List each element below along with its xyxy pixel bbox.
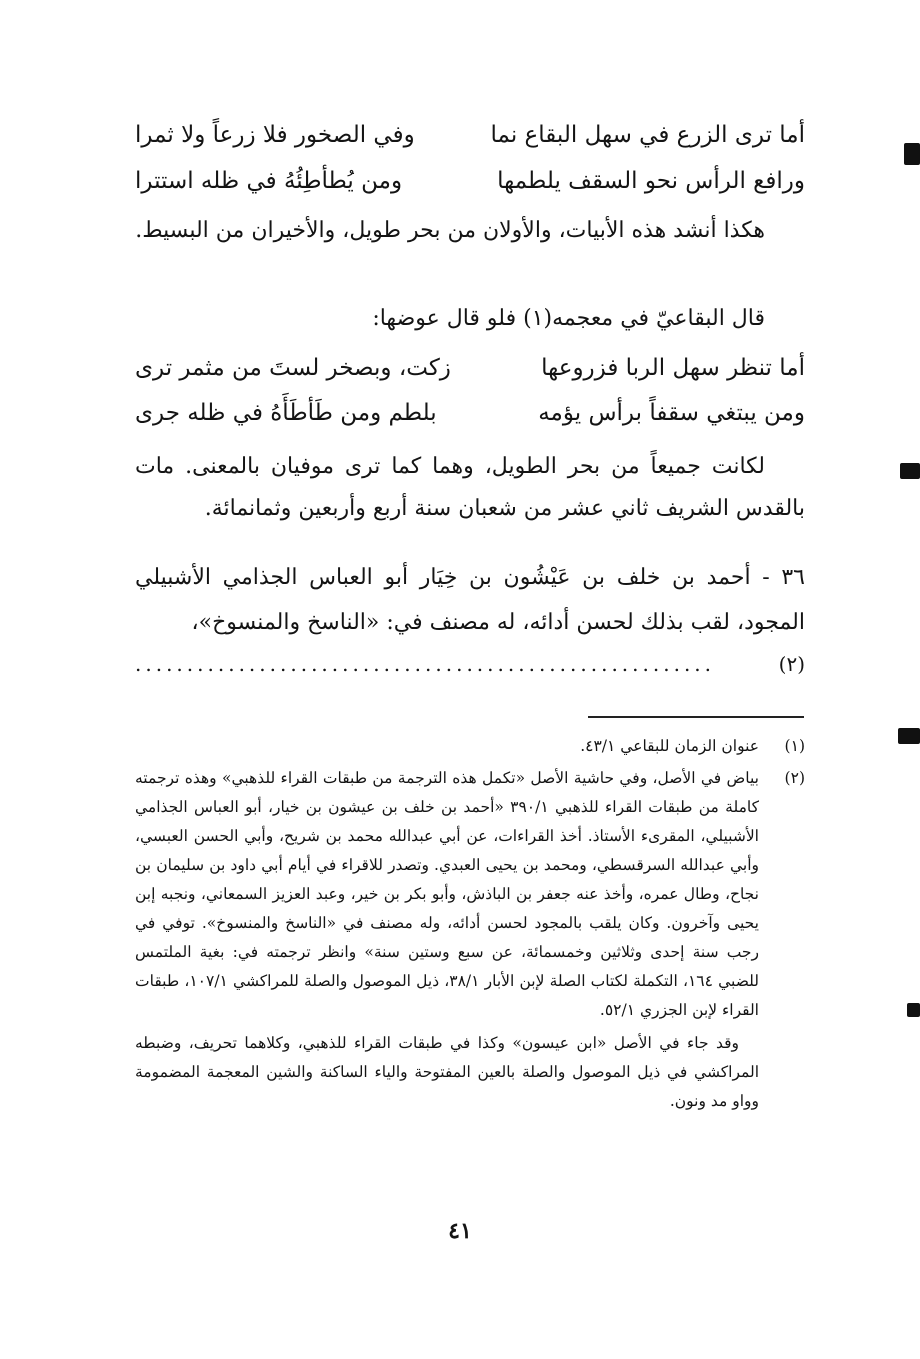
footnote-2 <box>135 764 805 1116</box>
verse-hemistich-first: ورافع الرأس نحو السقف يلطمها <box>497 168 805 194</box>
footnote-text: بياض في الأصل، وفي حاشية الأصل «تكمل هذه الترجمة من طبقات القراء للذهبي» وهذه ترجمته كاملة من طبقات القراء للذهبي ٣٩٠/١ «أحمد بن خلف بن عيشون بن خيار، أبو العباس الجذامي الأشبيلي، المقرىء الأستاذ. أخذ القراءات، عن أبي عبدالله محمد بن شريح، وأبي الحسن العبسي، وأبي عبدالله السرقسطي، ومحمد بن يحيى العبدي. وتصدر للاقراء في أيام أبي داود بن سليمان بن نجاح، وطال عمره، وأخذ عنه جعفر بن الباذش، وأبو بكر بن خير، وعبد العزيز السمعاني، ونجبه إبن يحيى وآخرون. وكان يلقب بالمجود لحسن أدائه، وله مصنف في «الناسخ والمنسوخ». توفي في رجب سنة إحدى وثلاثين وخمسمائة، عن سبع وستين سنة» وانظر ترجمته في: بغية الملتمس للضبي ١٦٤، التكملة لكتاب الصلة لإبن الأبار ٣٨/١، ذيل الموصول والصلة للمراكشي ١٠٧/١، طبقات القراء لإبن الجزري ٥٢/١. <box>135 769 759 1019</box>
verse-line <box>135 355 805 395</box>
verse-line <box>135 168 805 208</box>
entry-blank-line <box>135 652 805 682</box>
footnote-1 <box>135 732 805 761</box>
verse-hemistich-second: زكت، وبصخر لستَ من مثمر ترى <box>135 355 451 381</box>
footnote-body <box>135 732 759 761</box>
scan-edge-mark <box>900 463 920 479</box>
verse-hemistich-second: ومن يُطأطِئُهُ في ظله استترا <box>135 168 403 194</box>
verse-hemistich-first: ومن يبتغي سقفاً برأس يؤمه <box>538 400 805 426</box>
ellipsis-dots: ........................................................ <box>135 652 716 676</box>
footnote-text: وقد جاء في الأصل «ابن عيسون» وكذا في طبقات القراء للذهبي، وكلاهما تحريف، وضبطه المراكشي في ذيل الموصول والصلة بالعين المفتوحة والياء الساكنة والشين المعجمة المضمومة وواو مد ونون. <box>135 1034 759 1110</box>
footnote-ref-2: (٢) <box>778 652 805 676</box>
footnote-separator <box>588 716 804 718</box>
footnote-text: عنوان الزمان للبقاعي ٤٣/١. <box>580 737 759 755</box>
biography-entry-36: ٣٦ - أحمد بن خلف بن عَيْشُون بن خِيَار أبو العباس الجذامي الأشبيلي المجود، لقب بذلك لحسن أدائه، له مصنف في: «الناسخ والمنسوخ»، <box>135 565 805 635</box>
paragraph-biqai-quote: قال البقاعيّ في معجمه(١) فلو قال عوضها: <box>372 306 765 331</box>
footnote-number: (١) <box>784 737 805 755</box>
scan-edge-mark <box>904 143 920 165</box>
paragraph-meter-note: هكذا أنشد هذه الأبيات، والأولان من بحر طويل، والأخيران من البسيط. <box>135 218 765 243</box>
verse-line <box>135 400 805 440</box>
verse-hemistich-second: بلطم ومن طَأطَأَهُ في ظله جرى <box>135 400 437 426</box>
verse-hemistich-first: أما ترى الزرع في سهل البقاع نما <box>490 122 805 148</box>
verse-hemistich-second: وفي الصخور فلا زرعاً ولا ثمرا <box>135 122 415 148</box>
page-number: ٤١ <box>448 1218 472 1244</box>
verse-line <box>135 122 805 162</box>
footnote-number: (٢) <box>784 769 805 787</box>
verse-hemistich-first: أما تنظر سهل الربا فزروعها <box>541 355 805 381</box>
scan-edge-mark <box>898 728 920 744</box>
footnote-body <box>135 764 759 1116</box>
paragraph-death-note: لكانت جميعاً من بحر الطويل، وهما كما ترى موفيان بالمعنى. مات بالقدس الشريف ثاني عشر من شعبان سنة أربع وأربعين وثمانمائة. <box>135 454 805 521</box>
scan-edge-mark <box>907 1003 920 1017</box>
